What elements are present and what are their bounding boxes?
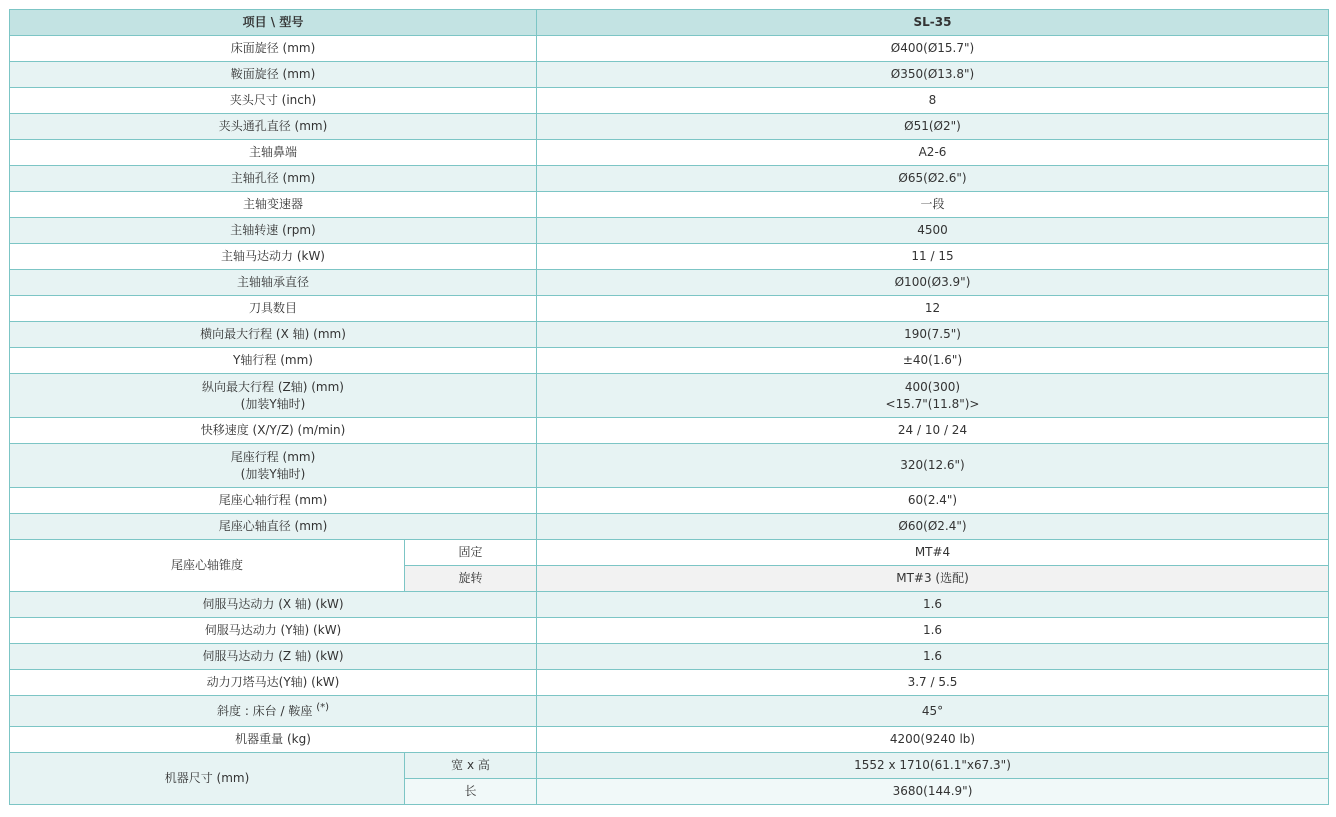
row-value bbox=[537, 374, 1329, 418]
footnote-mark: (*) bbox=[316, 701, 329, 713]
table-row bbox=[10, 727, 1329, 753]
table-row bbox=[10, 618, 1329, 644]
row-value: A2-6 bbox=[537, 140, 1329, 166]
row-sub-label: 长 bbox=[405, 779, 537, 805]
row-label: 主轴孔径 (mm) bbox=[10, 166, 537, 192]
table-row bbox=[10, 670, 1329, 696]
row-label: 机器尺寸 (mm) bbox=[10, 753, 405, 805]
row-value: 4200(9240 lb) bbox=[537, 727, 1329, 753]
table-row bbox=[10, 696, 1329, 727]
row-value: Ø100(Ø3.9") bbox=[537, 270, 1329, 296]
row-value: 24 / 10 / 24 bbox=[537, 418, 1329, 444]
table-row bbox=[10, 244, 1329, 270]
row-value: 11 / 15 bbox=[537, 244, 1329, 270]
row-value: 1.6 bbox=[537, 644, 1329, 670]
row-label: 主轴轴承直径 bbox=[10, 270, 537, 296]
header-model: SL-35 bbox=[537, 10, 1329, 36]
row-value: 12 bbox=[537, 296, 1329, 322]
row-value: Ø350(Ø13.8") bbox=[537, 62, 1329, 88]
table-row bbox=[10, 488, 1329, 514]
row-label bbox=[10, 374, 537, 418]
row-value: ±40(1.6") bbox=[537, 348, 1329, 374]
row-value: 190(7.5") bbox=[537, 322, 1329, 348]
row-label: 伺服马达动力 (Y轴) (kW) bbox=[10, 618, 537, 644]
row-label-text: 斜度 : 床台 / 鞍座 bbox=[217, 703, 313, 718]
row-label-line: 纵向最大行程 (Z轴) (mm) bbox=[202, 379, 344, 394]
row-label: 床面旋径 (mm) bbox=[10, 36, 537, 62]
row-value: 1.6 bbox=[537, 592, 1329, 618]
row-value: Ø65(Ø2.6") bbox=[537, 166, 1329, 192]
row-label-line: (加装Y轴时) bbox=[240, 466, 306, 481]
row-sub-label: 旋转 bbox=[405, 566, 537, 592]
table-row bbox=[10, 322, 1329, 348]
row-label: 横向最大行程 (X 轴) (mm) bbox=[10, 322, 537, 348]
row-label: 机器重量 (kg) bbox=[10, 727, 537, 753]
row-value: 320(12.6") bbox=[537, 444, 1329, 488]
row-value: Ø60(Ø2.4") bbox=[537, 514, 1329, 540]
table-row bbox=[10, 36, 1329, 62]
row-value: Ø400(Ø15.7") bbox=[537, 36, 1329, 62]
row-sub-label: 宽 x 高 bbox=[405, 753, 537, 779]
table-row bbox=[10, 418, 1329, 444]
table-row bbox=[10, 62, 1329, 88]
header-row bbox=[10, 10, 1329, 36]
row-value-line: 400(300) bbox=[904, 379, 961, 394]
table-row bbox=[10, 140, 1329, 166]
row-label: 刀具数目 bbox=[10, 296, 537, 322]
spec-table bbox=[9, 9, 1329, 805]
row-value: MT#3 (选配) bbox=[537, 566, 1329, 592]
table-row bbox=[10, 218, 1329, 244]
row-label: 主轴鼻端 bbox=[10, 140, 537, 166]
table-row bbox=[10, 514, 1329, 540]
row-label: 主轴马达动力 (kW) bbox=[10, 244, 537, 270]
row-label: 主轴变速器 bbox=[10, 192, 537, 218]
row-label: 尾座心轴直径 (mm) bbox=[10, 514, 537, 540]
row-label: 主轴转速 (rpm) bbox=[10, 218, 537, 244]
row-value-line: <15.7"(11.8")> bbox=[885, 396, 980, 411]
row-value: 45° bbox=[537, 696, 1329, 727]
table-row bbox=[10, 592, 1329, 618]
table-row bbox=[10, 444, 1329, 488]
row-label: Y轴行程 (mm) bbox=[10, 348, 537, 374]
table-row bbox=[10, 166, 1329, 192]
row-label: 快移速度 (X/Y/Z) (m/min) bbox=[10, 418, 537, 444]
row-label: 夹头通孔直径 (mm) bbox=[10, 114, 537, 140]
row-label: 伺服马达动力 (Z 轴) (kW) bbox=[10, 644, 537, 670]
table-row bbox=[10, 88, 1329, 114]
row-label: 鞍面旋径 (mm) bbox=[10, 62, 537, 88]
table-row bbox=[10, 374, 1329, 418]
row-value: 一段 bbox=[537, 192, 1329, 218]
row-sub-label: 固定 bbox=[405, 540, 537, 566]
row-value: 3.7 / 5.5 bbox=[537, 670, 1329, 696]
table-row bbox=[10, 296, 1329, 322]
row-label-line: (加装Y轴时) bbox=[240, 396, 306, 411]
table-row bbox=[10, 114, 1329, 140]
row-value: 3680(144.9") bbox=[537, 779, 1329, 805]
row-label: 夹头尺寸 (inch) bbox=[10, 88, 537, 114]
table-row bbox=[10, 270, 1329, 296]
table-row bbox=[10, 753, 1329, 779]
row-value: 4500 bbox=[537, 218, 1329, 244]
row-value: 60(2.4") bbox=[537, 488, 1329, 514]
row-value: MT#4 bbox=[537, 540, 1329, 566]
row-value: 1.6 bbox=[537, 618, 1329, 644]
row-label: 尾座心轴锥度 bbox=[10, 540, 405, 592]
header-item: 项目 \ 型号 bbox=[10, 10, 537, 36]
table-row bbox=[10, 192, 1329, 218]
row-label bbox=[10, 696, 537, 727]
table-row bbox=[10, 348, 1329, 374]
row-label bbox=[10, 444, 537, 488]
row-value: 1552 x 1710(61.1"x67.3") bbox=[537, 753, 1329, 779]
row-label: 伺服马达动力 (X 轴) (kW) bbox=[10, 592, 537, 618]
row-label: 尾座心轴行程 (mm) bbox=[10, 488, 537, 514]
row-value: 8 bbox=[537, 88, 1329, 114]
row-value: Ø51(Ø2") bbox=[537, 114, 1329, 140]
table-row bbox=[10, 540, 1329, 566]
table-row bbox=[10, 644, 1329, 670]
row-label-line: 尾座行程 (mm) bbox=[230, 449, 316, 464]
row-label: 动力刀塔马达(Y轴) (kW) bbox=[10, 670, 537, 696]
